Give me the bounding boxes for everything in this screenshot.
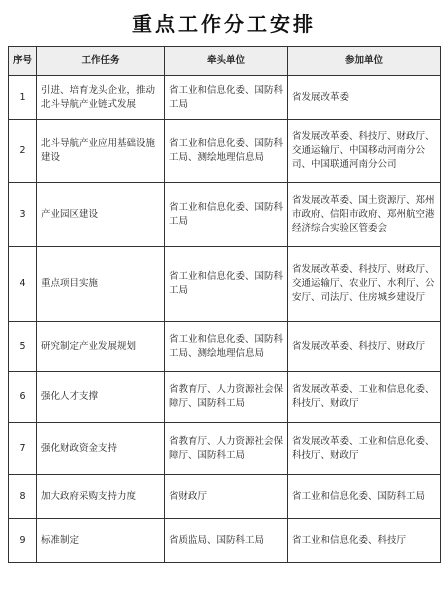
- task-cell: 强化人才支撑: [37, 372, 165, 423]
- table-row: [9, 322, 441, 372]
- participants-cell: 省发展改革委、国土资源厅、郑州市政府、信阳市政府、郑州航空港经济综合实验区管委会: [288, 183, 441, 247]
- row-number: 3: [9, 183, 37, 247]
- lead-unit-cell: 省工业和信息化委、国防科工局、测绘地理信息局: [165, 120, 288, 183]
- header-task: 工作任务: [37, 47, 165, 76]
- task-cell: 标准制定: [37, 519, 165, 563]
- table-row: [9, 120, 441, 183]
- row-number: 1: [9, 76, 37, 120]
- table-header-row: [9, 47, 441, 76]
- participants-cell: 省工业和信息化委、科技厅: [288, 519, 441, 563]
- lead-unit-cell: 省质监局、国防科工局: [165, 519, 288, 563]
- row-number: 9: [9, 519, 37, 563]
- row-number: 6: [9, 372, 37, 423]
- task-cell: 北斗导航产业应用基础设施建设: [37, 120, 165, 183]
- row-number: 4: [9, 247, 37, 322]
- lead-unit-cell: 省工业和信息化委、国防科工局: [165, 247, 288, 322]
- participants-cell: 省发展改革委、工业和信息化委、科技厅、财政厅: [288, 372, 441, 423]
- task-cell: 引进、培育龙头企业，推动北斗导航产业链式发展: [37, 76, 165, 120]
- lead-unit-cell: 省工业和信息化委、国防科工局: [165, 76, 288, 120]
- lead-unit-cell: 省工业和信息化委、国防科工局、测绘地理信息局: [165, 322, 288, 372]
- task-cell: 重点项目实施: [37, 247, 165, 322]
- task-cell: 研究制定产业发展规划: [37, 322, 165, 372]
- header-participating-units: 参加单位: [288, 47, 441, 76]
- page-title: 重点工作分工安排: [132, 12, 316, 36]
- lead-unit-cell: 省财政厅: [165, 475, 288, 519]
- row-number: 5: [9, 322, 37, 372]
- participants-cell: 省发展改革委、科技厅、财政厅、交通运输厅、中国移动河南分公司、中国联通河南分公司: [288, 120, 441, 183]
- task-cell: 强化财政资金支持: [37, 423, 165, 475]
- lead-unit-cell: 省教育厅、人力资源社会保障厅、国防科工局: [165, 372, 288, 423]
- table-row: [9, 247, 441, 322]
- task-allocation-table: [8, 46, 441, 563]
- row-number: 8: [9, 475, 37, 519]
- header-number: 序号: [9, 47, 37, 76]
- task-cell: 产业园区建设: [37, 183, 165, 247]
- participants-cell: 省发展改革委、科技厅、财政厅、交通运输厅、农业厅、水利厅、公安厅、司法厅、住房城乡建设厅: [288, 247, 441, 322]
- row-number: 2: [9, 120, 37, 183]
- participants-cell: 省发展改革委、科技厅、财政厅: [288, 322, 441, 372]
- table-row: [9, 423, 441, 475]
- table-row: [9, 519, 441, 563]
- header-lead-unit: 牵头单位: [165, 47, 288, 76]
- table-row: [9, 475, 441, 519]
- task-cell: 加大政府采购支持力度: [37, 475, 165, 519]
- table-row: [9, 183, 441, 247]
- participants-cell: 省发展改革委: [288, 76, 441, 120]
- table-row: [9, 76, 441, 120]
- row-number: 7: [9, 423, 37, 475]
- participants-cell: 省发展改革委、工业和信息化委、科技厅、财政厅: [288, 423, 441, 475]
- lead-unit-cell: 省教育厅、人力资源社会保障厅、国防科工局: [165, 423, 288, 475]
- lead-unit-cell: 省工业和信息化委、国防科工局: [165, 183, 288, 247]
- participants-cell: 省工业和信息化委、国防科工局: [288, 475, 441, 519]
- table-row: [9, 372, 441, 423]
